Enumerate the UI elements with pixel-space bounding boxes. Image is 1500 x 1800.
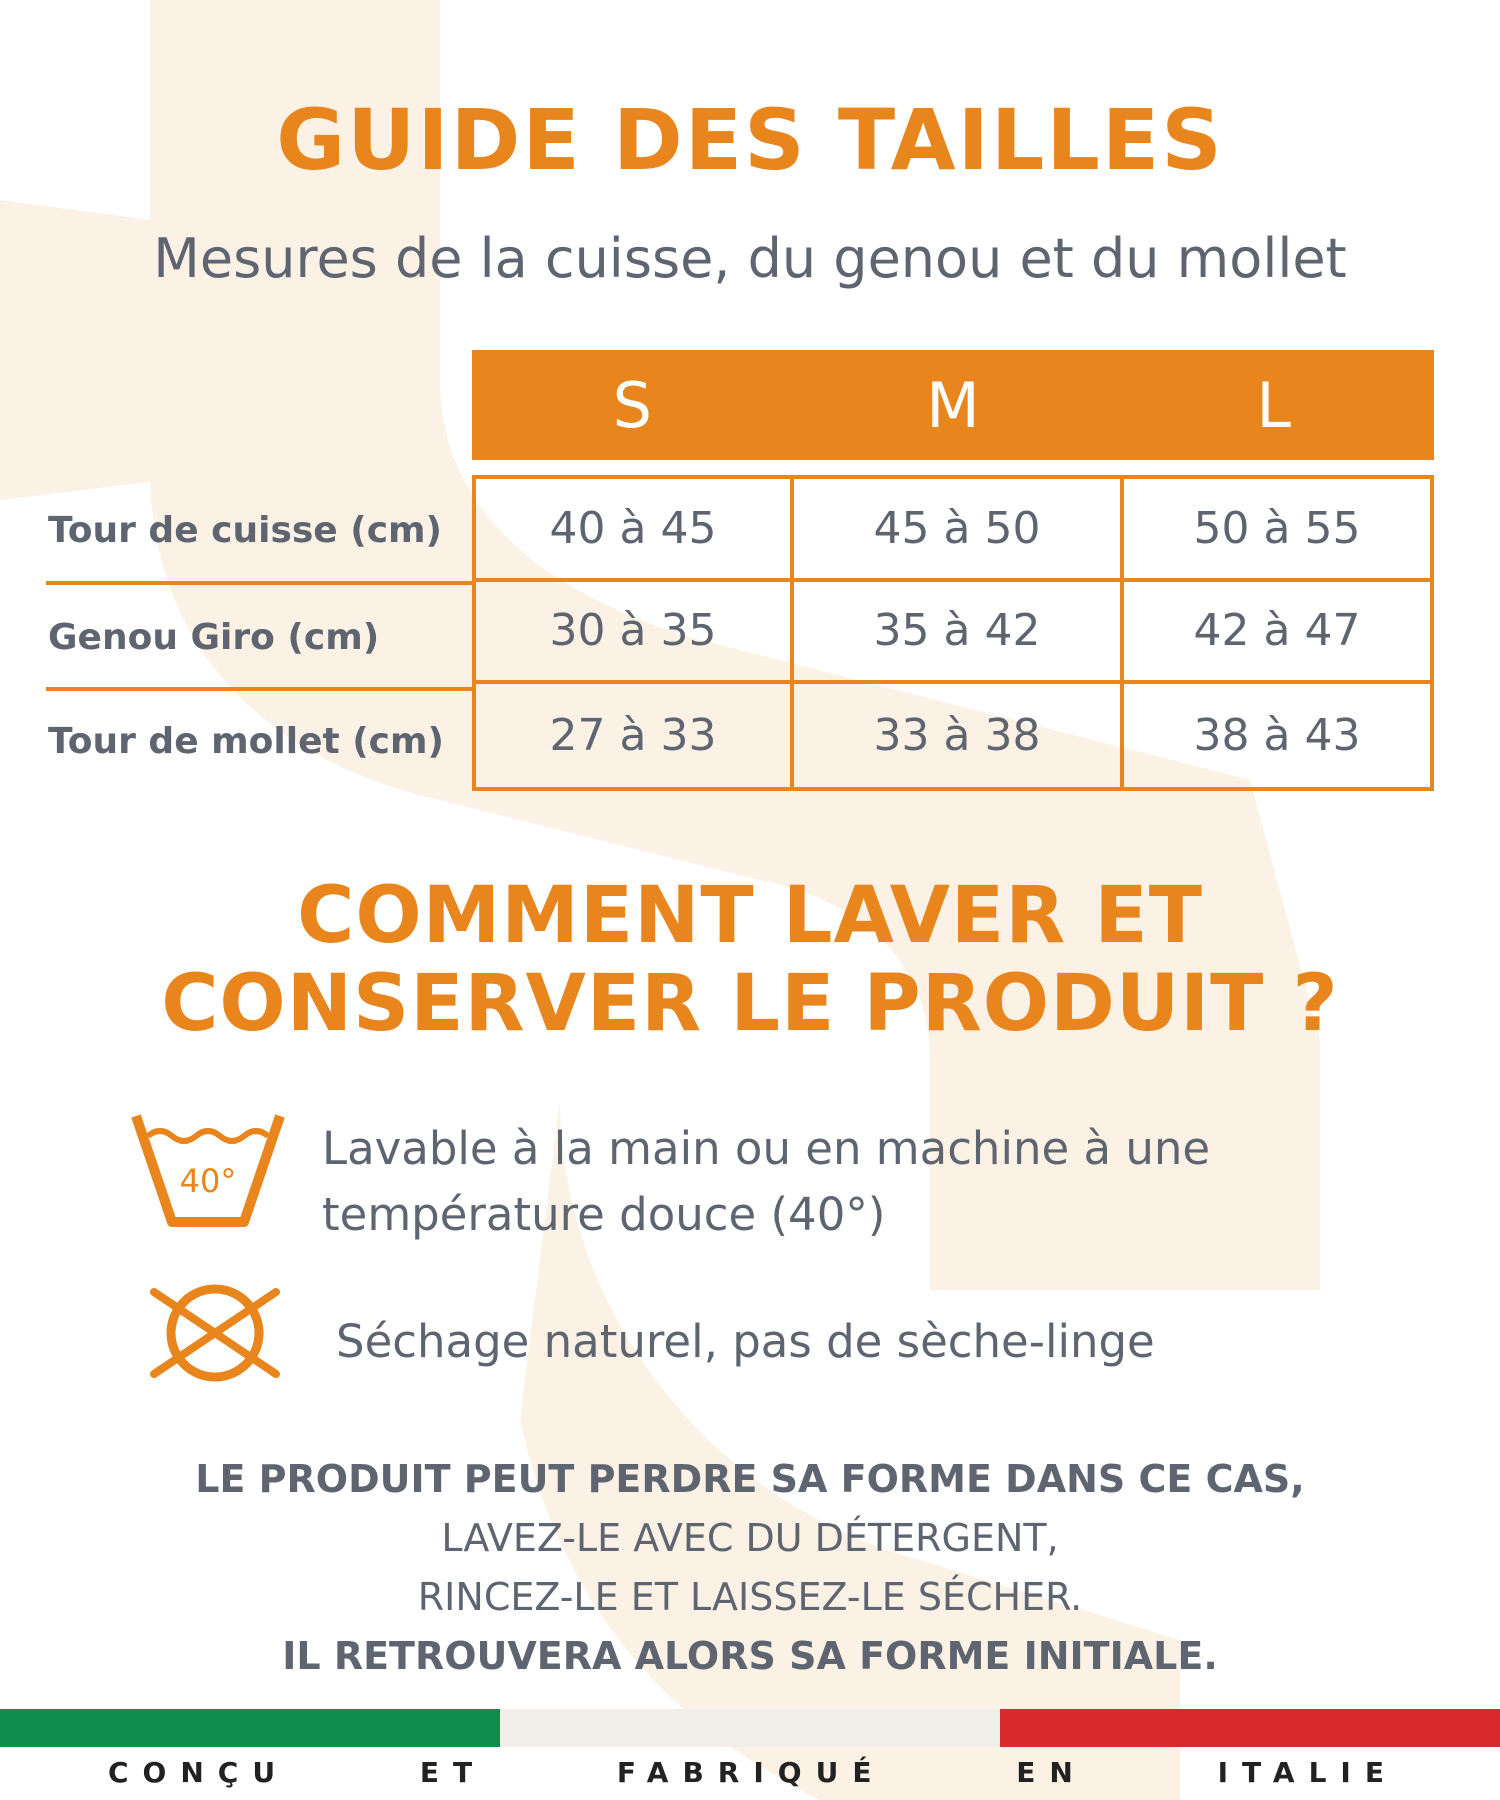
care-note — [0, 1450, 1500, 1686]
footer-word: EN — [1016, 1755, 1087, 1789]
note-line: RINCEZ-LE ET LAISSEZ-LE SÉCHER. — [417, 1575, 1083, 1619]
footer-word: CONÇU — [108, 1755, 290, 1789]
row-label-calf: Tour de mollet (cm) — [48, 721, 444, 762]
wash-temperature-label: 40° — [179, 1162, 237, 1200]
size-table — [472, 475, 1434, 791]
care-title-line: CONSERVER LE PRODUIT ? — [161, 959, 1339, 1049]
dry-instruction: Séchage naturel, pas de sèche-linge — [336, 1315, 1155, 1368]
table-cell: 27 à 33 — [476, 684, 794, 787]
row-label-thigh: Tour de cuisse (cm) — [48, 510, 443, 551]
note-line: LE PRODUIT PEUT PERDRE SA FORME DANS CE CAS, — [195, 1457, 1305, 1501]
page-subtitle: Mesures de la cuisse, du genou et du mollet — [153, 227, 1347, 290]
care-title-line: COMMENT LAVER ET — [297, 871, 1203, 961]
table-cell: 50 à 55 — [1124, 479, 1430, 582]
table-cell: 30 à 35 — [476, 582, 794, 685]
table-cell: 33 à 38 — [794, 684, 1124, 787]
table-cell: 42 à 47 — [1124, 582, 1430, 685]
flag-green-band — [0, 1709, 500, 1747]
note-line: LAVEZ-LE AVEC DU DÉTERGENT, — [441, 1516, 1059, 1560]
table-cell: 35 à 42 — [794, 582, 1124, 685]
wash-instruction-line: Lavable à la main ou en machine à une — [322, 1122, 1211, 1175]
wash-instruction — [322, 1116, 1322, 1248]
table-cell: 38 à 43 — [1193, 710, 1361, 762]
size-l-header: L — [1256, 368, 1291, 442]
wash-instruction-line: température douce (40°) — [322, 1188, 886, 1241]
note-line: IL RETROUVERA ALORS SA FORME INITIALE. — [282, 1634, 1218, 1678]
italian-flag-stripe — [0, 1709, 1500, 1747]
no-tumble-dry-icon — [148, 1278, 282, 1388]
footer-word: ET — [419, 1755, 487, 1789]
footer-word: ITALIE — [1217, 1755, 1398, 1789]
row-divider — [46, 581, 476, 585]
flag-red-band — [1000, 1709, 1500, 1747]
page-title: GUIDE DES TAILLES — [276, 91, 1224, 189]
table-cell: 40 à 45 — [476, 479, 794, 582]
wash-basin-40-icon — [128, 1108, 288, 1228]
row-label-knee: Genou Giro (cm) — [48, 617, 380, 658]
row-divider — [46, 687, 476, 691]
size-s-header: S — [612, 368, 653, 442]
size-header-bar — [472, 350, 1434, 460]
made-in-italy-footer — [108, 1752, 1398, 1792]
flag-white-band — [500, 1709, 1000, 1747]
size-m-header: M — [926, 368, 980, 442]
footer-word: FABRIQUÉ — [616, 1755, 886, 1789]
table-cell: 45 à 50 — [794, 479, 1124, 582]
care-title — [0, 872, 1500, 1048]
